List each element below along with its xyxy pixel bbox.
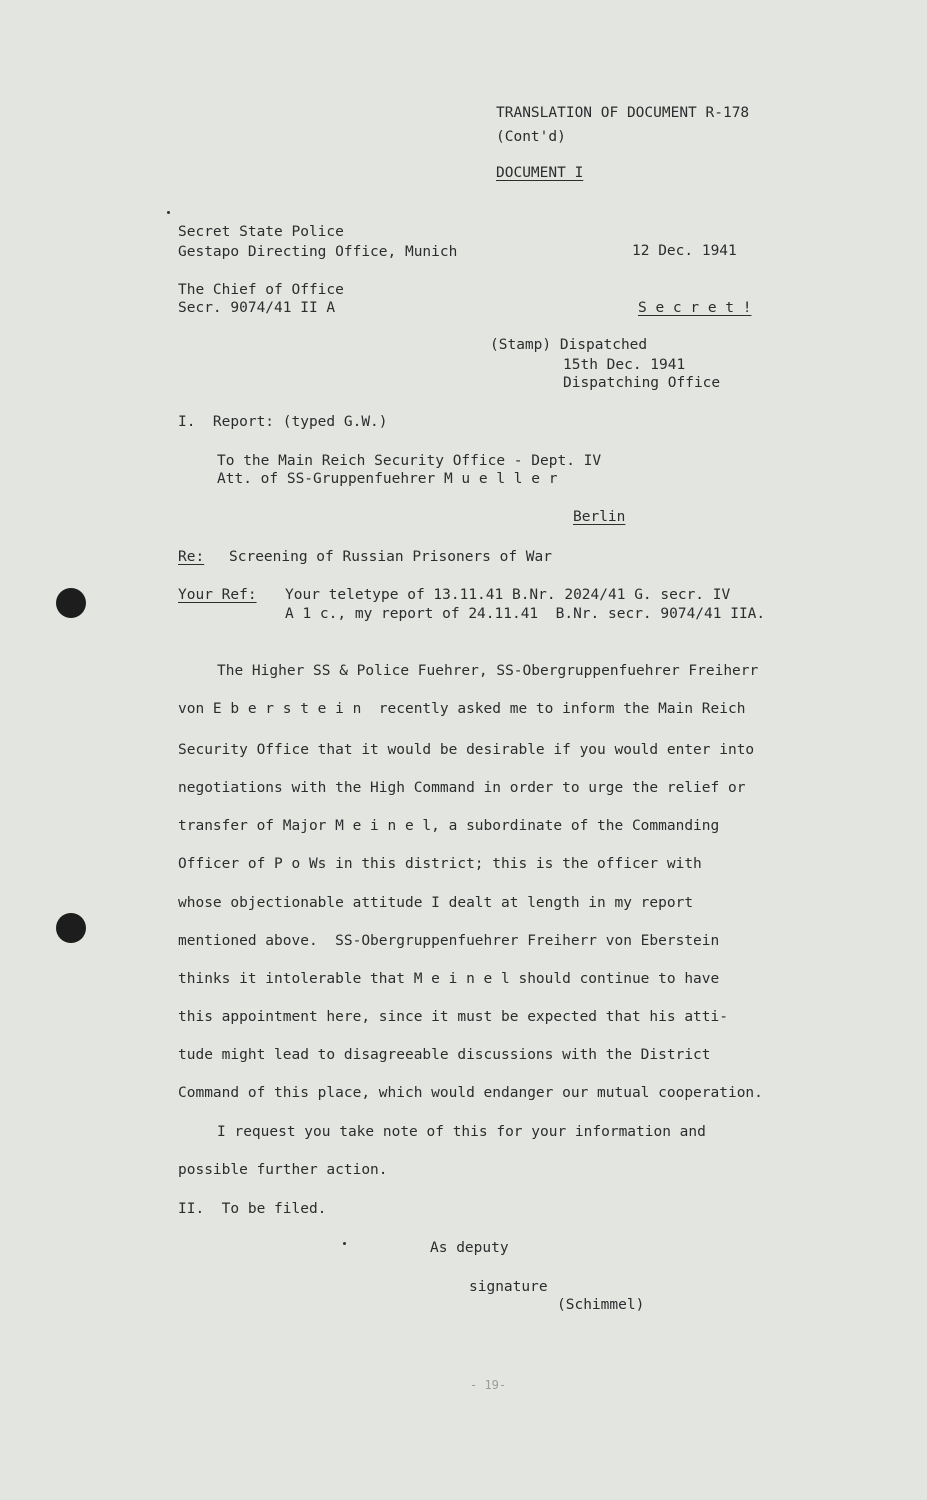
recipient-line-2: Att. of SS-Gruppenfuehrer M u e l l e r bbox=[217, 471, 558, 487]
report-heading: I. Report: (typed G.W.) bbox=[178, 414, 388, 430]
body-line: transfer of Major M e i n e l, a subordinate of the Commanding bbox=[178, 818, 720, 834]
stamp-line-1: (Stamp) Dispatched bbox=[490, 337, 648, 353]
body-line: whose objectionable attitude I dealt at length in my report bbox=[178, 895, 694, 911]
request-line-2: possible further action. bbox=[178, 1162, 388, 1178]
your-ref-text-2: A 1 c., my report of 24.11.41 B.Nr. secr. 9074/41 IIA. bbox=[285, 606, 766, 622]
body-line: Command of this place, which would endanger our mutual cooperation. bbox=[178, 1085, 763, 1101]
body-line: mentioned above. SS-Obergruppenfuehrer Freiherr von Eberstein bbox=[178, 933, 720, 949]
re-label: Re: bbox=[178, 549, 205, 565]
stamp-line-3: Dispatching Office bbox=[563, 375, 721, 391]
as-deputy: As deputy bbox=[430, 1240, 509, 1256]
page-number: - 19- bbox=[470, 1378, 507, 1392]
your-ref-text-1: Your teletype of 13.11.41 B.Nr. 2024/41 G. secr. IV bbox=[285, 587, 731, 603]
body-line: thinks it intolerable that M e i n e l should continue to have bbox=[178, 971, 720, 987]
speck bbox=[343, 1242, 346, 1245]
sender-line-1: Secret State Police bbox=[178, 224, 344, 240]
re-text: Screening of Russian Prisoners of War bbox=[229, 549, 553, 565]
body-line: The Higher SS & Police Fuehrer, SS-Obergruppenfuehrer Freiherr bbox=[217, 663, 759, 679]
body-line: Officer of P o Ws in this district; this is the officer with bbox=[178, 856, 702, 872]
document-label: DOCUMENT I bbox=[496, 165, 584, 181]
punch-hole-bottom bbox=[56, 913, 86, 943]
chief-of-office: The Chief of Office bbox=[178, 282, 344, 298]
document-title: TRANSLATION OF DOCUMENT R-178 bbox=[496, 105, 750, 121]
document-contd: (Cont'd) bbox=[496, 129, 566, 145]
body-line: this appointment here, since it must be expected that his atti- bbox=[178, 1009, 728, 1025]
body-line: von E b e r s t e i n recently asked me to inform the Main Reich bbox=[178, 701, 746, 717]
punch-hole-top bbox=[56, 588, 86, 618]
speck bbox=[167, 211, 170, 214]
body-line: negotiations with the High Command in order to urge the relief or bbox=[178, 780, 746, 796]
body-line: tude might lead to disagreeable discussions with the District bbox=[178, 1047, 711, 1063]
classification: S e c r e t ! bbox=[638, 300, 752, 316]
letter-date: 12 Dec. 1941 bbox=[632, 243, 737, 259]
sender-line-2: Gestapo Directing Office, Munich bbox=[178, 244, 458, 260]
stamp-line-2: 15th Dec. 1941 bbox=[563, 357, 686, 373]
recipient-line-1: To the Main Reich Security Office - Dept. IV bbox=[217, 453, 602, 469]
recipient-city: Berlin bbox=[573, 509, 626, 525]
signature-label: signature bbox=[469, 1279, 548, 1295]
body-line: Security Office that it would be desirable if you would enter into bbox=[178, 742, 755, 758]
your-ref-label: Your Ref: bbox=[178, 587, 257, 603]
signatory-name: (Schimmel) bbox=[557, 1297, 645, 1313]
reference-number: Secr. 9074/41 II A bbox=[178, 300, 336, 316]
filing-instruction: II. To be filed. bbox=[178, 1201, 327, 1217]
request-line-1: I request you take note of this for your information and bbox=[217, 1124, 706, 1140]
